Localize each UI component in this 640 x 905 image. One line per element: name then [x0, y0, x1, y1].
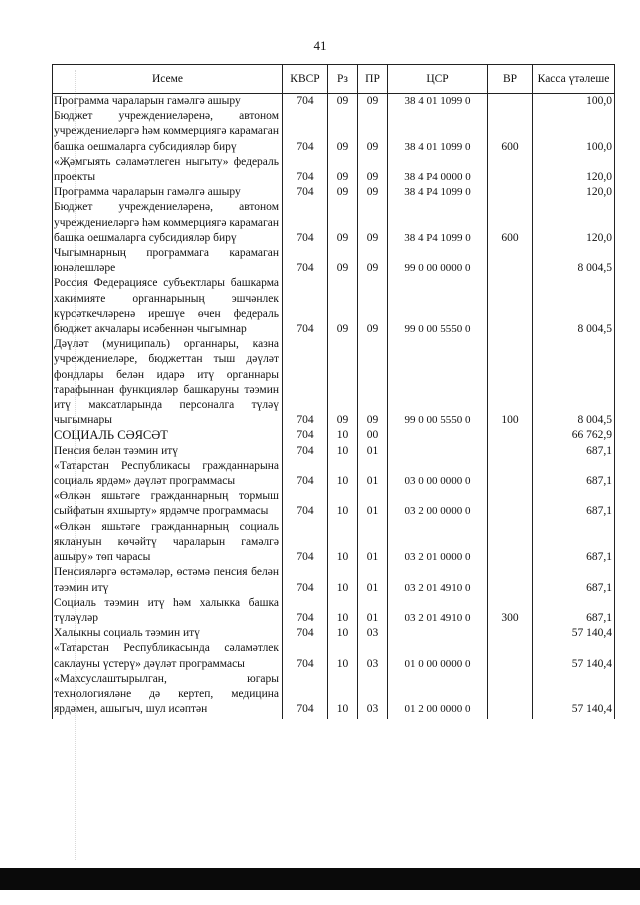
cell-vr [488, 444, 533, 459]
cell-csr: 03 2 01 0000 0 [388, 520, 488, 566]
cell-pr: 03 [358, 641, 388, 671]
cell-amount: 57 140,4 [533, 626, 615, 641]
table-row [53, 276, 615, 337]
cell-pr: 09 [358, 94, 388, 110]
header-amount: Касса үтәлеше [533, 65, 615, 94]
cell-name: «Өлкән яшьтәге гражданнарның тормыш сыйфатын яхшырту» ярдәмче программасы [53, 489, 283, 519]
cell-pr: 01 [358, 565, 388, 595]
cell-name: Программа чараларын гамәлгә ашыру [53, 94, 283, 110]
cell-amount: 66 762,9 [533, 428, 615, 443]
cell-name: Программа чараларын гамәлгә ашыру [53, 185, 283, 200]
cell-csr: 38 4 01 1099 0 [388, 94, 488, 110]
cell-vr [488, 520, 533, 566]
cell-vr [488, 185, 533, 200]
cell-vr [488, 428, 533, 443]
cell-kvsr: 704 [283, 489, 328, 519]
cell-rz: 09 [328, 200, 358, 246]
scan-bottom-border [0, 868, 640, 890]
cell-amount: 8 004,5 [533, 276, 615, 337]
table-row [53, 672, 615, 718]
cell-pr: 09 [358, 185, 388, 200]
cell-rz: 10 [328, 428, 358, 443]
empty-cell [358, 717, 388, 719]
cell-kvsr: 704 [283, 596, 328, 626]
cell-pr: 01 [358, 444, 388, 459]
cell-pr: 09 [358, 155, 388, 185]
cell-name: Социаль тәэмин итү һәм халыкка башка түләүләр [53, 596, 283, 626]
cell-amount: 8 004,5 [533, 246, 615, 276]
cell-kvsr: 704 [283, 641, 328, 671]
cell-pr: 01 [358, 520, 388, 566]
table-row [53, 459, 615, 489]
cell-rz: 09 [328, 109, 358, 155]
cell-name: «Өлкән яшьтәге гражданнарның социаль яклануын көчәйтү чараларын гамәлгә ашыру» төп чарасы [53, 520, 283, 566]
cell-csr: 03 2 00 0000 0 [388, 489, 488, 519]
cell-amount: 687,1 [533, 489, 615, 519]
cell-amount: 687,1 [533, 596, 615, 626]
cell-kvsr: 704 [283, 672, 328, 718]
table-end-row [53, 717, 615, 719]
header-name: Исеме [53, 65, 283, 94]
cell-rz: 09 [328, 276, 358, 337]
cell-name: Пенсия белән тәэмин итү [53, 444, 283, 459]
cell-csr [388, 626, 488, 641]
cell-pr: 09 [358, 276, 388, 337]
cell-vr [488, 94, 533, 110]
cell-csr: 38 4 P4 1099 0 [388, 200, 488, 246]
cell-rz: 10 [328, 641, 358, 671]
cell-name: «Җәмгыять сәламәтлеген ныгыту» федераль проекты [53, 155, 283, 185]
table-body [53, 94, 615, 720]
cell-kvsr: 704 [283, 109, 328, 155]
cell-pr: 09 [358, 337, 388, 428]
cell-pr: 09 [358, 246, 388, 276]
cell-kvsr: 704 [283, 155, 328, 185]
table-row [53, 109, 615, 155]
cell-csr: 38 4 P4 1099 0 [388, 185, 488, 200]
table-row [53, 489, 615, 519]
cell-rz: 10 [328, 489, 358, 519]
cell-csr: 99 0 00 0000 0 [388, 246, 488, 276]
cell-pr: 01 [358, 459, 388, 489]
cell-name: Дәүләт (муниципаль) органнары, казна учреждениеләре, бюджеттан тыш дәүләт фондлары белән идарә итү органнары тарафыннан функцияләр башкаруны тәэмин итү максатларында персоналга түләү чыгымнары [53, 337, 283, 428]
table-row [53, 565, 615, 595]
cell-name: СОЦИАЛЬ СӘЯСӘТ [53, 428, 283, 443]
cell-pr: 01 [358, 489, 388, 519]
cell-rz: 09 [328, 94, 358, 110]
cell-csr [388, 444, 488, 459]
table-row [53, 596, 615, 626]
cell-amount: 57 140,4 [533, 641, 615, 671]
cell-rz: 10 [328, 444, 358, 459]
cell-name: Пенсияләргә өстәмәләр, өстәмә пенсия белән тәэмин итү [53, 565, 283, 595]
empty-cell [488, 717, 533, 719]
cell-rz: 10 [328, 565, 358, 595]
cell-pr: 03 [358, 672, 388, 718]
cell-pr: 01 [358, 596, 388, 626]
cell-csr: 03 2 01 4910 0 [388, 565, 488, 595]
cell-pr: 03 [358, 626, 388, 641]
cell-kvsr: 704 [283, 246, 328, 276]
cell-amount: 687,1 [533, 520, 615, 566]
cell-rz: 09 [328, 155, 358, 185]
cell-name: Халыкны социаль тәэмин итү [53, 626, 283, 641]
cell-rz: 10 [328, 596, 358, 626]
cell-kvsr: 704 [283, 185, 328, 200]
cell-csr: 01 0 00 0000 0 [388, 641, 488, 671]
table-row [53, 626, 615, 641]
header-csr: ЦСР [388, 65, 488, 94]
cell-amount: 8 004,5 [533, 337, 615, 428]
empty-cell [53, 717, 283, 719]
cell-rz: 09 [328, 246, 358, 276]
cell-name: Бюджет учреждениеләренә, автоном учреждениеләргә һәм коммерциягә карамаган башка оешмаларга субсидияләр бирү [53, 200, 283, 246]
cell-csr: 99 0 00 5550 0 [388, 337, 488, 428]
cell-kvsr: 704 [283, 200, 328, 246]
cell-amount: 100,0 [533, 94, 615, 110]
cell-vr [488, 565, 533, 595]
table-row [53, 246, 615, 276]
page-number: 41 [313, 38, 327, 53]
cell-vr: 300 [488, 596, 533, 626]
cell-vr: 600 [488, 109, 533, 155]
cell-amount: 120,0 [533, 155, 615, 185]
cell-rz: 10 [328, 626, 358, 641]
empty-cell [533, 717, 615, 719]
cell-pr: 00 [358, 428, 388, 443]
table-row [53, 185, 615, 200]
cell-amount: 100,0 [533, 109, 615, 155]
cell-rz: 09 [328, 185, 358, 200]
cell-csr: 01 2 00 0000 0 [388, 672, 488, 718]
table-row [53, 155, 615, 185]
cell-rz: 10 [328, 459, 358, 489]
cell-name: «Татарстан Республикасы гражданнарына социаль ярдәм» дәүләт программасы [53, 459, 283, 489]
table-row [53, 444, 615, 459]
cell-kvsr: 704 [283, 520, 328, 566]
cell-vr [488, 246, 533, 276]
header-rz: Рз [328, 65, 358, 94]
cell-amount: 120,0 [533, 185, 615, 200]
cell-kvsr: 704 [283, 459, 328, 489]
cell-csr: 03 0 00 0000 0 [388, 459, 488, 489]
cell-kvsr: 704 [283, 565, 328, 595]
table-row [53, 641, 615, 671]
cell-pr: 09 [358, 109, 388, 155]
cell-amount: 120,0 [533, 200, 615, 246]
header-vr: ВР [488, 65, 533, 94]
cell-kvsr: 704 [283, 276, 328, 337]
header-kvsr: КВСР [283, 65, 328, 94]
cell-vr [488, 489, 533, 519]
cell-vr [488, 626, 533, 641]
table-header-row [53, 65, 615, 94]
cell-csr: 99 0 00 5550 0 [388, 276, 488, 337]
cell-amount: 687,1 [533, 444, 615, 459]
cell-csr: 38 4 01 1099 0 [388, 109, 488, 155]
cell-amount: 687,1 [533, 565, 615, 595]
cell-rz: 10 [328, 520, 358, 566]
cell-name: Бюджет учреждениеләренә, автоном учреждениеләргә һәм коммерциягә карамаган башка оешмаларга субсидияләр бирү [53, 109, 283, 155]
empty-cell [283, 717, 328, 719]
cell-vr [488, 276, 533, 337]
table-row [53, 200, 615, 246]
cell-vr [488, 155, 533, 185]
header-pr: ПР [358, 65, 388, 94]
cell-vr: 600 [488, 200, 533, 246]
cell-vr [488, 672, 533, 718]
cell-vr: 100 [488, 337, 533, 428]
empty-cell [328, 717, 358, 719]
cell-name: Чыгымнарның программага карамаган юнәлешләре [53, 246, 283, 276]
cell-kvsr: 704 [283, 428, 328, 443]
cell-csr [388, 428, 488, 443]
budget-execution-table [52, 64, 615, 719]
cell-amount: 687,1 [533, 459, 615, 489]
cell-vr [488, 459, 533, 489]
cell-rz: 10 [328, 672, 358, 718]
cell-kvsr: 704 [283, 337, 328, 428]
cell-kvsr: 704 [283, 626, 328, 641]
empty-cell [388, 717, 488, 719]
cell-vr [488, 641, 533, 671]
cell-pr: 09 [358, 200, 388, 246]
cell-csr: 03 2 01 4910 0 [388, 596, 488, 626]
cell-name: Россия Федерациясе субъектлары башкарма хакимияте органнарының эшчәнлек күрсәткечләренә ирешүе өчен федераль бюджет акчалары исәбеннән чыгымнар [53, 276, 283, 337]
table-row [53, 94, 615, 110]
cell-kvsr: 704 [283, 94, 328, 110]
table-row [53, 520, 615, 566]
cell-kvsr: 704 [283, 444, 328, 459]
table-row [53, 337, 615, 428]
cell-name: «Махсуслаштырылган, югары технологияләне дә кертеп, медицина ярдәмен, ашыгыч, шул исәптән [53, 672, 283, 718]
cell-amount: 57 140,4 [533, 672, 615, 718]
cell-csr: 38 4 P4 0000 0 [388, 155, 488, 185]
cell-name: «Татарстан Республикасында сәламәтлек саклауны үстерү» дәүләт программасы [53, 641, 283, 671]
table-row [53, 428, 615, 443]
cell-rz: 09 [328, 337, 358, 428]
